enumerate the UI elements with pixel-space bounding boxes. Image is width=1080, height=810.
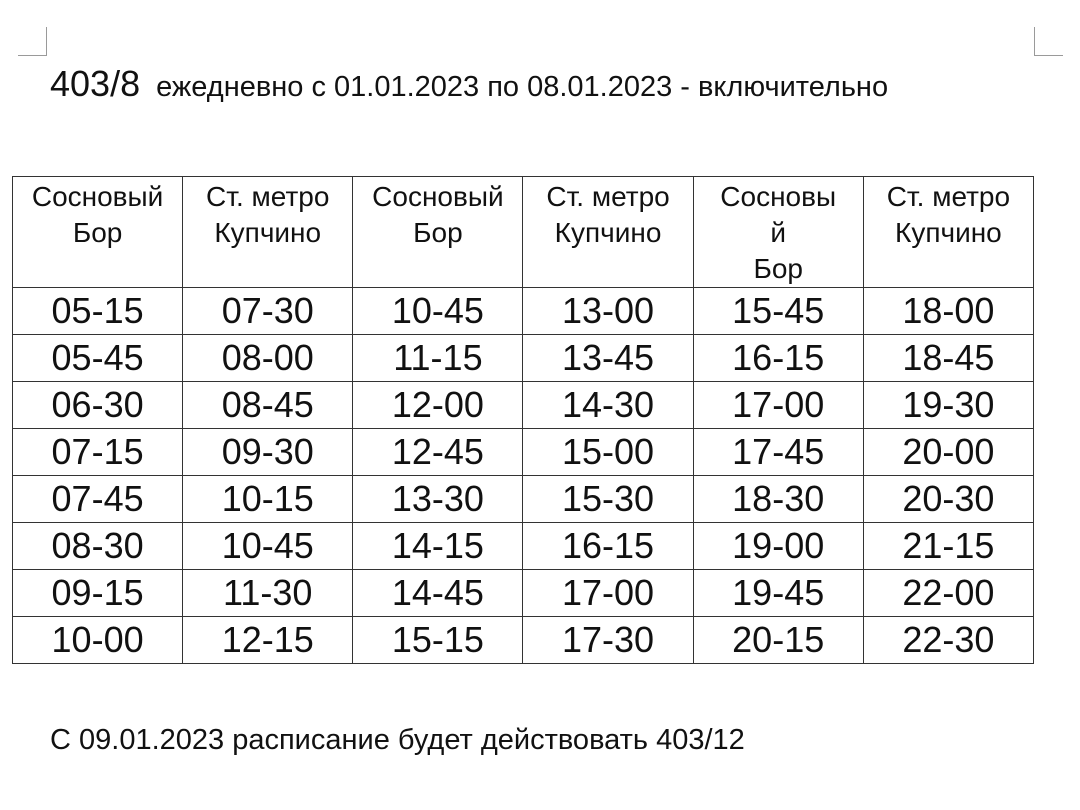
departure-time-cell: 11-15 xyxy=(353,335,523,382)
column-header: Сосновый Бор xyxy=(353,177,523,288)
table-row xyxy=(13,523,1034,570)
departure-time-cell: 15-45 xyxy=(693,288,863,335)
table-row xyxy=(13,476,1034,523)
departure-time-cell: 10-45 xyxy=(183,523,353,570)
departure-time-cell: 07-45 xyxy=(13,476,183,523)
route-number: 403/8 xyxy=(50,63,141,104)
departure-time-cell: 12-15 xyxy=(183,617,353,664)
departure-time-cell: 08-00 xyxy=(183,335,353,382)
departure-time-cell: 11-30 xyxy=(183,570,353,617)
departure-time-cell: 09-15 xyxy=(13,570,183,617)
departure-time-cell: 06-30 xyxy=(13,382,183,429)
departure-time-cell: 18-30 xyxy=(693,476,863,523)
schedule-heading xyxy=(50,62,1030,109)
departure-time-cell: 12-45 xyxy=(353,429,523,476)
departure-time-cell: 10-15 xyxy=(183,476,353,523)
column-header: Ст. метро Купчино xyxy=(863,177,1033,288)
departure-time-cell: 20-30 xyxy=(863,476,1033,523)
departure-time-cell: 22-00 xyxy=(863,570,1033,617)
departure-time-cell: 14-30 xyxy=(523,382,693,429)
table-row xyxy=(13,382,1034,429)
departure-time-cell: 07-15 xyxy=(13,429,183,476)
departure-time-cell: 17-45 xyxy=(693,429,863,476)
departure-time-cell: 13-45 xyxy=(523,335,693,382)
departure-time-cell: 17-00 xyxy=(693,382,863,429)
departure-time-cell: 10-45 xyxy=(353,288,523,335)
schedule-body xyxy=(13,288,1034,664)
departure-time-cell: 18-00 xyxy=(863,288,1033,335)
departure-time-cell: 14-15 xyxy=(353,523,523,570)
table-row xyxy=(13,288,1034,335)
column-header: Ст. метро Купчино xyxy=(183,177,353,288)
departure-time-cell: 13-00 xyxy=(523,288,693,335)
departure-time-cell: 19-30 xyxy=(863,382,1033,429)
crop-mark-top-right xyxy=(1034,27,1063,56)
schedule-footer-note: С 09.01.2023 расписание будет действовать 403/12 xyxy=(50,724,745,756)
table-row xyxy=(13,335,1034,382)
departure-time-cell: 20-15 xyxy=(693,617,863,664)
departure-time-cell: 20-00 xyxy=(863,429,1033,476)
table-row xyxy=(13,570,1034,617)
departure-time-cell: 16-15 xyxy=(693,335,863,382)
departure-time-cell: 05-15 xyxy=(13,288,183,335)
departure-time-cell: 08-45 xyxy=(183,382,353,429)
departure-time-cell: 16-15 xyxy=(523,523,693,570)
departure-time-cell: 12-00 xyxy=(353,382,523,429)
table-row xyxy=(13,429,1034,476)
schedule-table xyxy=(12,176,1034,664)
departure-time-cell: 09-30 xyxy=(183,429,353,476)
schedule-period: ежедневно с 01.01.2023 по 08.01.2023 - включительно xyxy=(156,71,889,103)
departure-time-cell: 15-15 xyxy=(353,617,523,664)
departure-time-cell: 14-45 xyxy=(353,570,523,617)
departure-time-cell: 08-30 xyxy=(13,523,183,570)
header-row xyxy=(13,177,1034,288)
departure-time-cell: 18-45 xyxy=(863,335,1033,382)
departure-time-cell: 19-00 xyxy=(693,523,863,570)
departure-time-cell: 10-00 xyxy=(13,617,183,664)
departure-time-cell: 15-30 xyxy=(523,476,693,523)
departure-time-cell: 21-15 xyxy=(863,523,1033,570)
crop-mark-top-left xyxy=(18,27,47,56)
departure-time-cell: 05-45 xyxy=(13,335,183,382)
column-header: Сосновы й Бор xyxy=(693,177,863,288)
departure-time-cell: 17-30 xyxy=(523,617,693,664)
table-row xyxy=(13,617,1034,664)
column-header: Сосновый Бор xyxy=(13,177,183,288)
departure-time-cell: 15-00 xyxy=(523,429,693,476)
departure-time-cell: 22-30 xyxy=(863,617,1033,664)
departure-time-cell: 13-30 xyxy=(353,476,523,523)
departure-time-cell: 17-00 xyxy=(523,570,693,617)
departure-time-cell: 07-30 xyxy=(183,288,353,335)
column-header: Ст. метро Купчино xyxy=(523,177,693,288)
departure-time-cell: 19-45 xyxy=(693,570,863,617)
